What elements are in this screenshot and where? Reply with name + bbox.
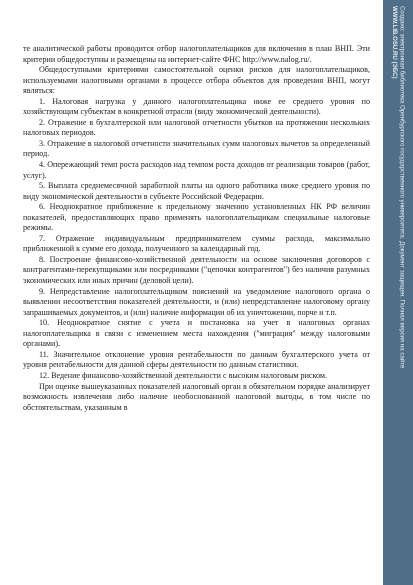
watermark-line-2: WWW.LIB.OSU.RU (ЭБС) bbox=[391, 6, 398, 79]
paragraph: 2. Отражение в бухгалтерской или налоговой отчетности убытков на протяжении нескольких налоговых периодов. bbox=[23, 117, 370, 138]
paragraph: те аналитической работы проводится отбор налогоплательщиков для включения в план ВНП. Эти критерии общедоступны и размещены на интернет-сайте ФНС http://www.nalog.ru/. bbox=[23, 44, 370, 64]
paragraph: 5. Выплата среднемесячной заработной платы на одного работника ниже среднего уровня по виду экономической деятельности в субъекте Российской Федерации. bbox=[23, 181, 370, 201]
watermark-line-1: Создано: электронная библиотека Оренбургского государственного университета. Документ защищен. Полная версия на сайте bbox=[398, 6, 406, 369]
paragraph: 7. Отражение индивидуальным предпринимателем суммы расхода, максимально приближенной к сумме его дохода, полученного за календарный год. bbox=[23, 233, 370, 254]
document-body bbox=[23, 44, 370, 413]
paragraph: 1. Налоговая нагрузка у данного налогоплательщика ниже ее среднего уровня по хозяйствующим субъектам в конкретной отрасли (виду экономической деятельности). bbox=[23, 96, 370, 117]
paragraph: 4. Опережающий темп роста расходов над темпом роста доходов от реализации товаров (работ, услуг). bbox=[23, 160, 370, 180]
paragraph: 3. Отражение в налоговой отчетности значительных сумм налоговых вычетов за определенный период. bbox=[23, 138, 370, 159]
paragraph: 8. Построение финансово-хозяйственной деятельности на основе заключения договоров с контрагентами-перекупщиками или посредниками ("цепочки контрагентов") без наличия разумных экономических или иных причин (деловой цели). bbox=[23, 254, 370, 286]
paragraph: При оценке вышеуказанных показателей налоговый орган в обязательном порядке анализирует возможность извлечения либо наличие необоснованной налоговой выгоды, в том числе по обстоятельствам, указанным в bbox=[23, 381, 370, 412]
paragraph: 9. Непредставление налогоплательщиком пояснений на уведомление налогового органа о выявлении несоответствия показателей деятельности, и (или) непредставление налоговому органу запрашиваемых документов, и (или) наличие информации об их уничтожении, порче и т.п. bbox=[23, 286, 370, 317]
paragraph: Общедоступными критериями самостоятельной оценки рисков для налогоплательщиков, используемыми налоговыми органами в процессе отбора объектов для проведения ВНП, могут являться: bbox=[23, 65, 370, 96]
paragraph: 10. Неоднократное снятие с учета и постановка на учет в налоговых органах налогоплательщика в связи с изменением места нахождения ("миграция" между налоговыми органами). bbox=[23, 318, 370, 349]
paragraph: 12. Ведение финансово-хозяйственной деятельности с высоким налоговым риском. bbox=[39, 370, 328, 380]
paragraph: 11. Значительное отклонение уровня рентабельности по данным бухгалтерского учета от уровня рентабельности для данной сферы деятельности по данным статистики. bbox=[23, 349, 370, 370]
paragraph: 6. Неоднократное приближение к предельному значению установленных НК РФ величин показателей, предоставляющих право применять налогоплательщикам специальные налоговые режимы. bbox=[23, 202, 370, 233]
library-watermark-text bbox=[390, 6, 405, 368]
